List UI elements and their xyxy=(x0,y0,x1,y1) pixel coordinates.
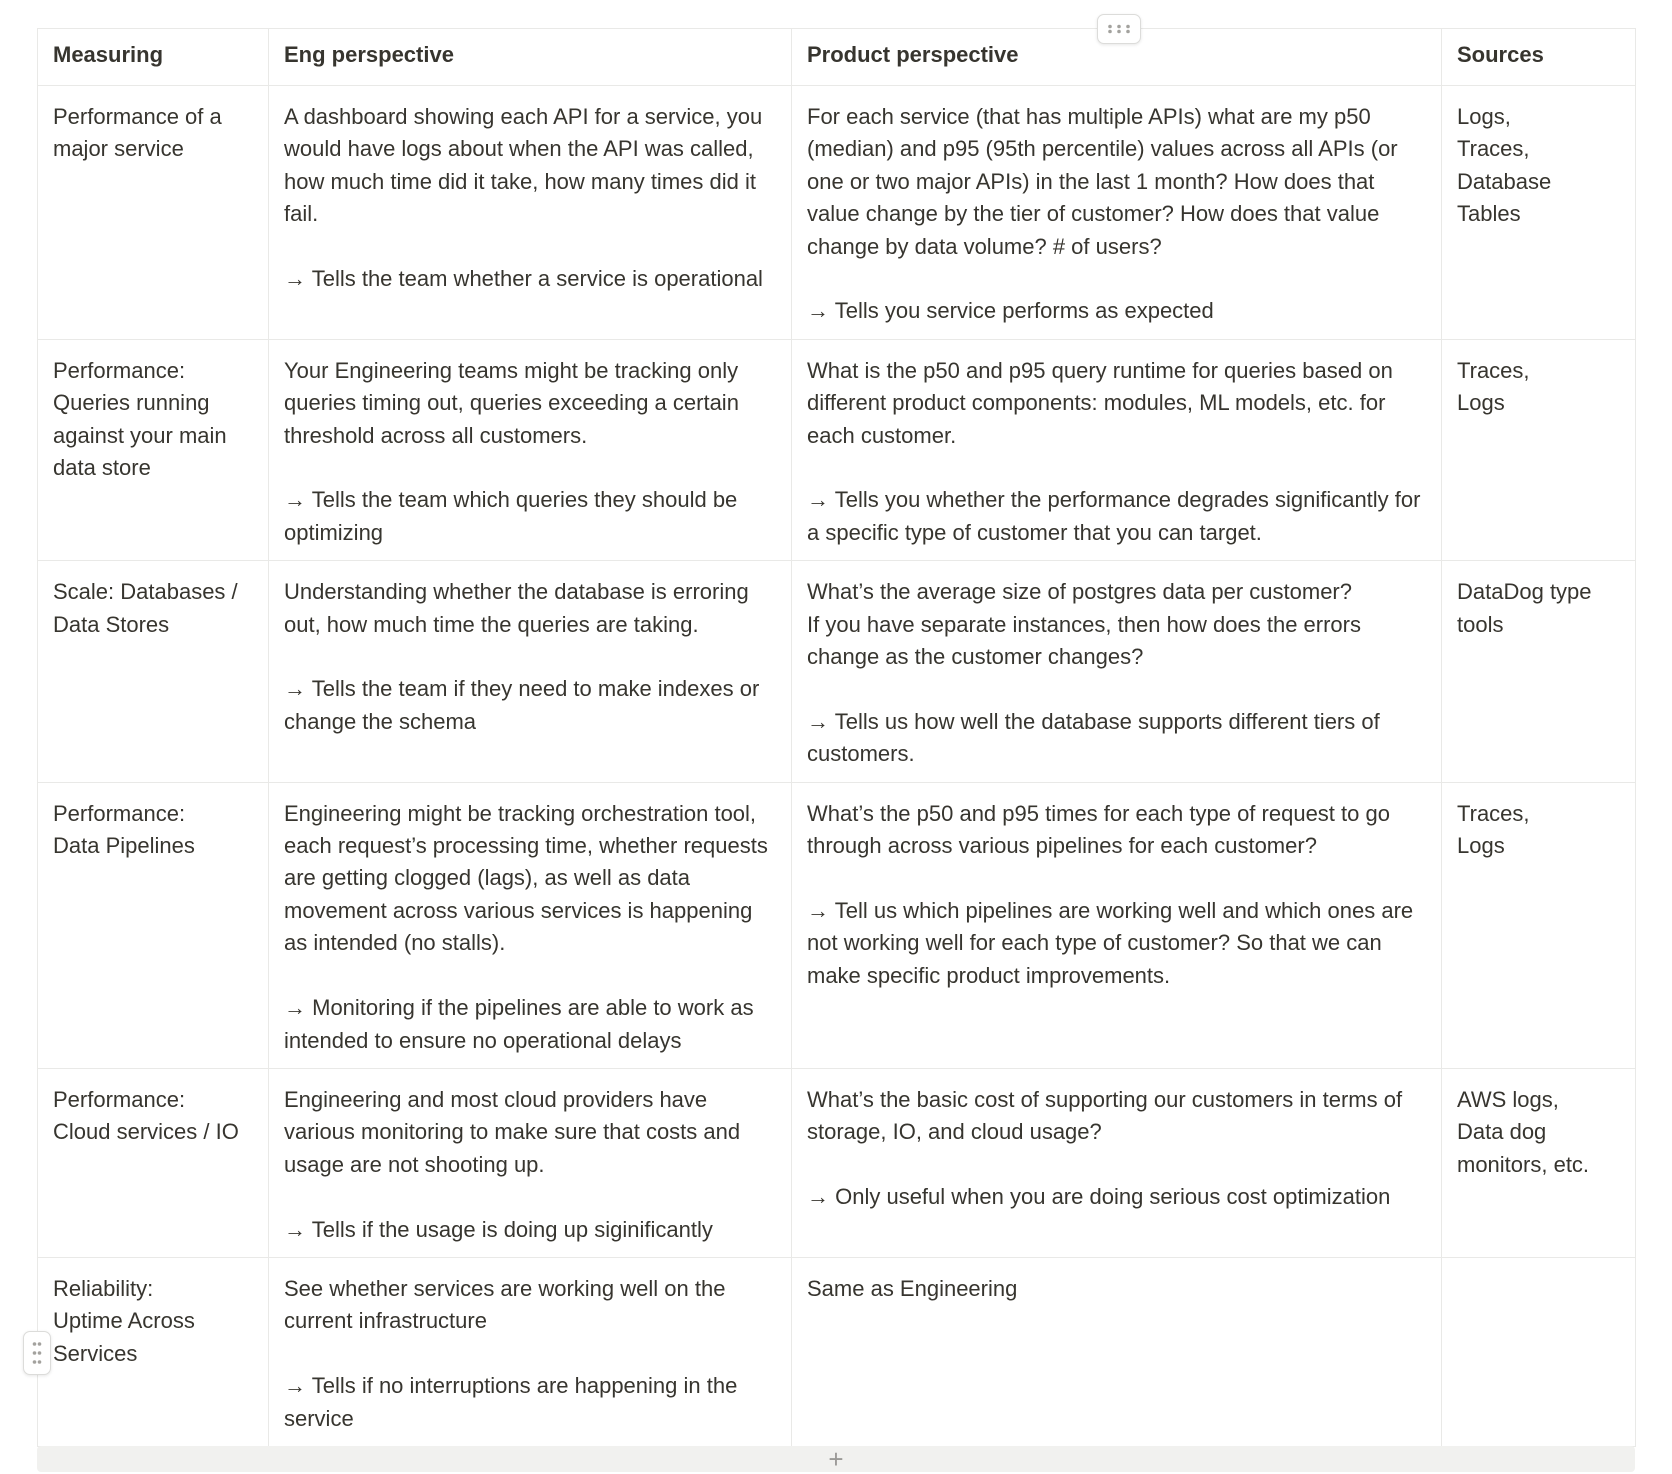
cell-sources[interactable]: AWS logs, Data dog monitors, etc. xyxy=(1442,1068,1636,1257)
table-row xyxy=(38,1257,1636,1446)
cell-eng[interactable]: Your Engineering teams might be tracking only queries timing out, queries exceeding a certain threshold across all customers. → Tells the team which queries they should be optimizing xyxy=(269,339,792,560)
table-row xyxy=(38,561,1636,782)
header-sources[interactable]: Sources xyxy=(1442,29,1636,86)
cell-sources[interactable]: Traces, Logs xyxy=(1442,339,1636,560)
header-row xyxy=(38,29,1636,86)
table-row xyxy=(38,782,1636,1068)
table-block xyxy=(37,28,1635,1447)
cell-measuring[interactable]: Performance of a major service xyxy=(38,86,269,340)
cell-eng[interactable]: Understanding whether the database is erroring out, how much time the queries are taking. → Tells the team if they need to make indexes or change the schema xyxy=(269,561,792,782)
cell-eng[interactable]: Engineering and most cloud providers have various monitoring to make sure that costs and usage are not shooting up. → Tells if the usage is doing up siginificantly xyxy=(269,1068,792,1257)
cell-eng[interactable]: A dashboard showing each API for a service, you would have logs about when the API was called, how much time did it take, how many times did it fail. → Tells the team whether a service is operational xyxy=(269,86,792,340)
table-row xyxy=(38,1068,1636,1257)
header-product-perspective[interactable]: Product perspective xyxy=(792,29,1442,86)
cell-product[interactable]: Same as Engineering xyxy=(792,1257,1442,1446)
cell-product[interactable]: What is the p50 and p95 query runtime for queries based on different product components: modules, ML models, etc. for each customer. → Tells you whether the performance degrades significantly for a specific type of customer that you can target. xyxy=(792,339,1442,560)
header-measuring[interactable]: Measuring xyxy=(38,29,269,86)
cell-sources[interactable]: Traces, Logs xyxy=(1442,782,1636,1068)
cell-measuring[interactable]: Scale: Databases / Data Stores xyxy=(38,561,269,782)
cell-eng[interactable]: Engineering might be tracking orchestration tool, each request’s processing time, whether requests are getting clogged (lags), as well as data movement across various services is happening as intended (no stalls). → Monitoring if the pipelines are able to work as intended to ensure no operational delays xyxy=(269,782,792,1068)
cell-product[interactable]: What’s the basic cost of supporting our customers in terms of storage, IO, and cloud usage? → Only useful when you are doing serious cost optimization xyxy=(792,1068,1442,1257)
cell-measuring[interactable]: Reliability: Uptime Across Services xyxy=(38,1257,269,1446)
add-row-button[interactable] xyxy=(37,1446,1635,1472)
column-drag-handle[interactable] xyxy=(1097,14,1141,44)
plus-icon: + xyxy=(828,1444,844,1474)
drag-dots-vertical-icon xyxy=(32,1341,42,1365)
cell-eng[interactable]: See whether services are working well on the current infrastructure → Tells if no interruptions are happening in the service xyxy=(269,1257,792,1446)
drag-dots-horizontal-icon xyxy=(1107,24,1131,34)
cell-measuring[interactable]: Performance: Data Pipelines xyxy=(38,782,269,1068)
data-table xyxy=(37,28,1636,1447)
cell-sources[interactable] xyxy=(1442,1257,1636,1446)
table-row xyxy=(38,86,1636,340)
cell-measuring[interactable]: Performance: Queries running against your main data store xyxy=(38,339,269,560)
header-eng-perspective[interactable]: Eng perspective xyxy=(269,29,792,86)
cell-sources[interactable]: Logs, Traces, Database Tables xyxy=(1442,86,1636,340)
cell-sources[interactable]: DataDog type tools xyxy=(1442,561,1636,782)
row-drag-handle[interactable] xyxy=(23,1331,51,1375)
cell-product[interactable]: What’s the average size of postgres data per customer? If you have separate instances, then how does the errors change as the customer changes? → Tells us how well the database supports different tiers of customers. xyxy=(792,561,1442,782)
table-row xyxy=(38,339,1636,560)
cell-product[interactable]: What’s the p50 and p95 times for each type of request to go through across various pipelines for each customer? → Tell us which pipelines are working well and which ones are not working well for each type of customer? So that we can make specific product improvements. xyxy=(792,782,1442,1068)
cell-product[interactable]: For each service (that has multiple APIs) what are my p50 (median) and p95 (95th percentile) values across all APIs (or one or two major APIs) in the last 1 month? How does that value change by the tier of customer? How does that value change by data volume? # of users? → Tells you service performs as expected xyxy=(792,86,1442,340)
cell-measuring[interactable]: Performance: Cloud services / IO xyxy=(38,1068,269,1257)
